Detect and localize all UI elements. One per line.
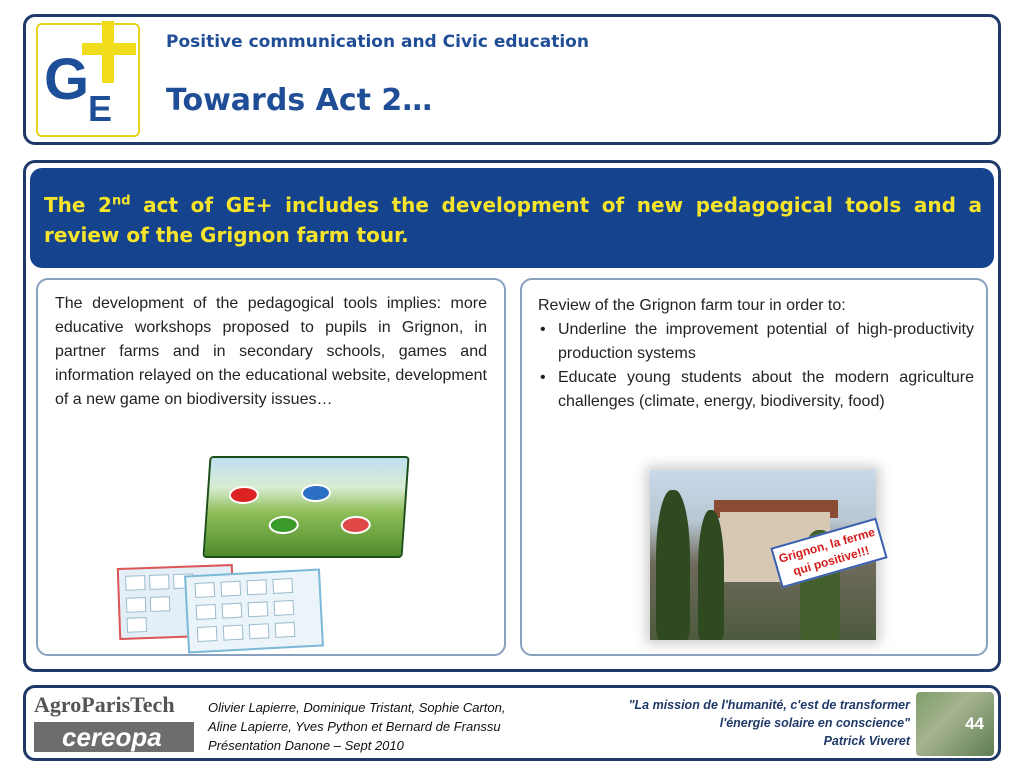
bullet-text: Underline the improvement potential of high-productivity production systems [558,321,974,362]
game-board-image [202,456,409,558]
header-panel [23,14,1001,145]
agroparistech-logo: AgroParisTech [34,692,175,717]
intro-banner [30,168,994,268]
main-panel [23,160,1001,672]
banner-text [44,190,982,250]
game-token-red [228,486,259,504]
logo-letter-e: E [88,88,113,129]
quote-line-2: l'énergie solaire en conscience" [719,716,910,730]
banner-text-start: The 2 [44,193,112,217]
farm-sign: Grignon, la ferme qui positive!!! [770,518,887,589]
slide-title: Towards Act 2… [166,83,433,118]
ge-plus-logo [36,23,140,137]
list-item: • Educate young students about the modern agriculture challenges (climate, energy, biodiversity, food) [540,369,974,410]
authors-line-2: Aline Lapierre, Yves Python et Bernard de Franssu [208,719,501,734]
logo-letter-g: G [44,47,90,112]
farm-tour-box [520,278,988,656]
bullet-text: Educate young students about the modern agriculture challenges (climate, energy, biodiversity, food) [558,369,974,410]
banner-text-end: act of GE+ includes the development of new pedagogical tools and a review of the Grignon farm tour. [44,193,982,247]
slide-subtitle: Positive communication and Civic education [166,32,589,52]
game-token-green [268,516,299,534]
authors-block [208,698,505,755]
card-set-blue-image [184,568,324,653]
pedagogical-tools-box [36,278,506,656]
farm-tour-intro: Review of the Grignon farm tour in order to: [538,297,846,314]
game-token-blue [300,484,331,502]
presentation-info: Présentation Danone – Sept 2010 [208,738,404,753]
footer-panel [23,685,1001,761]
quote-block [590,696,910,750]
tree [656,490,690,640]
list-item: • Underline the improvement potential of high-productivity production systems [540,321,974,362]
game-token-red-2 [340,516,371,534]
authors-line-1: Olivier Lapierre, Dominique Tristant, Sophie Carton, [208,700,506,715]
farm-tour-bullets [538,318,974,414]
page-number: 44 [965,714,984,733]
quote-line-1: "La mission de l'humanité, c'est de transformer [628,698,910,712]
quote-author: Patrick Viveret [823,734,910,748]
tree [698,510,724,640]
pedagogical-tools-text: The development of the pedagogical tools implies: more educative workshops proposed to pupils in Grignon, in partner farms and in secondary schools, games and information relayed on the educational website, development of a new game on biodiversity issues… [55,295,487,408]
logo-plus-horizontal [82,43,136,55]
banner-superscript: nd [111,193,131,209]
cereopa-logo: cereopa [34,722,194,752]
